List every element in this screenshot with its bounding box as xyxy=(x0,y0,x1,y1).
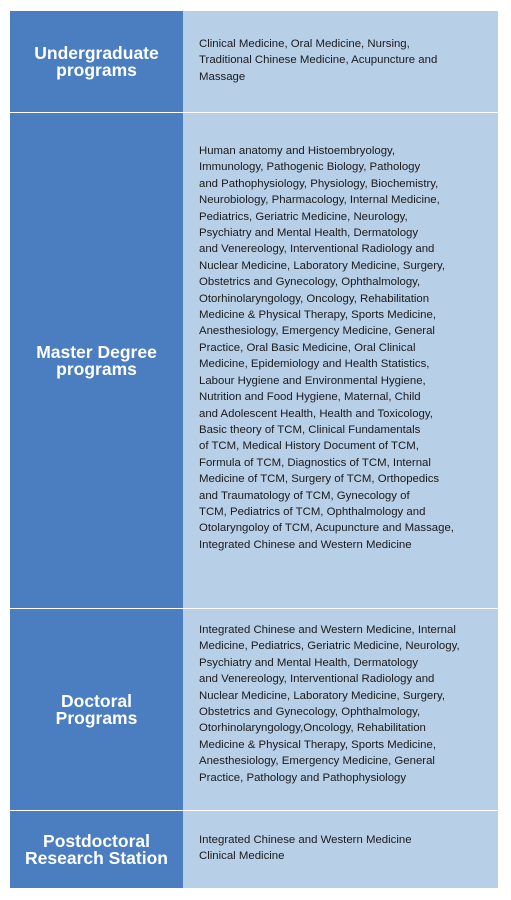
program-level-undergraduate: Undergraduate programs xyxy=(10,11,183,113)
program-list-doctoral: Integrated Chinese and Western Medicine, Internal Medicine, Pediatrics, Geriatric Medicine, Neurology, Psychiatry and Mental Health, Dermatology and Venereology, Interventional Radiology and Nuclear Medicine, Laboratory Medicine, Surgery, Obstetrics and Gynecology, Ophthalmology, Otorhinolaryngology,Oncology, Rehabilitation Medicine & Physical Therapy, Sports Medicine, Anesthesiology, Emergency Medicine, General Practice, Pathology and Pathophysiology xyxy=(183,609,498,811)
program-level-doctoral: Doctoral Programs xyxy=(10,609,183,811)
program-list-postdoctoral: Integrated Chinese and Western Medicine Clinical Medicine xyxy=(183,811,498,888)
program-level-postdoctoral: Postdoctoral Research Station xyxy=(10,811,183,888)
programs-table xyxy=(10,11,498,888)
program-level-master: Master Degree programs xyxy=(10,113,183,609)
program-list-master: Human anatomy and Histoembryology, Immunology, Pathogenic Biology, Pathology and Pathophysiology, Physiology, Biochemistry, Neurobiology, Pharmacology, Internal Medicine, Pediatrics, Geriatric Medicine, Neurology, Psychiatry and Mental Health, Dermatology and Venereology, Interventional Radiology and Nuclear Medicine, Laboratory Medicine, Surgery, Obstetrics and Gynecology, Ophthalmology, Otorhinolaryngology, Oncology, Rehabilitation Medicine & Physical Therapy, Sports Medicine, Anesthesiology, Emergency Medicine, General Practice, Oral Basic Medicine, Oral Clinical Medicine, Epidemiology and Health Statistics, Labour Hygiene and Environmental Hygiene, Nutrition and Food Hygiene, Maternal, Child and Adolescent Health, Health and Toxicology, Basic theory of TCM, Clinical Fundamentals of TCM, Medical History Document of TCM, Formula of TCM, Diagnostics of TCM, Internal Medicine of TCM, Surgery of TCM, Orthopedics and Traumatology of TCM, Gynecology of TCM, Pediatrics of TCM, Ophthalmology and Otolaryngoloy of TCM, Acupuncture and Massage, Integrated Chinese and Western Medicine xyxy=(183,113,498,609)
program-list-undergraduate: Clinical Medicine, Oral Medicine, Nursing, Traditional Chinese Medicine, Acupuncture and Massage xyxy=(183,11,498,113)
